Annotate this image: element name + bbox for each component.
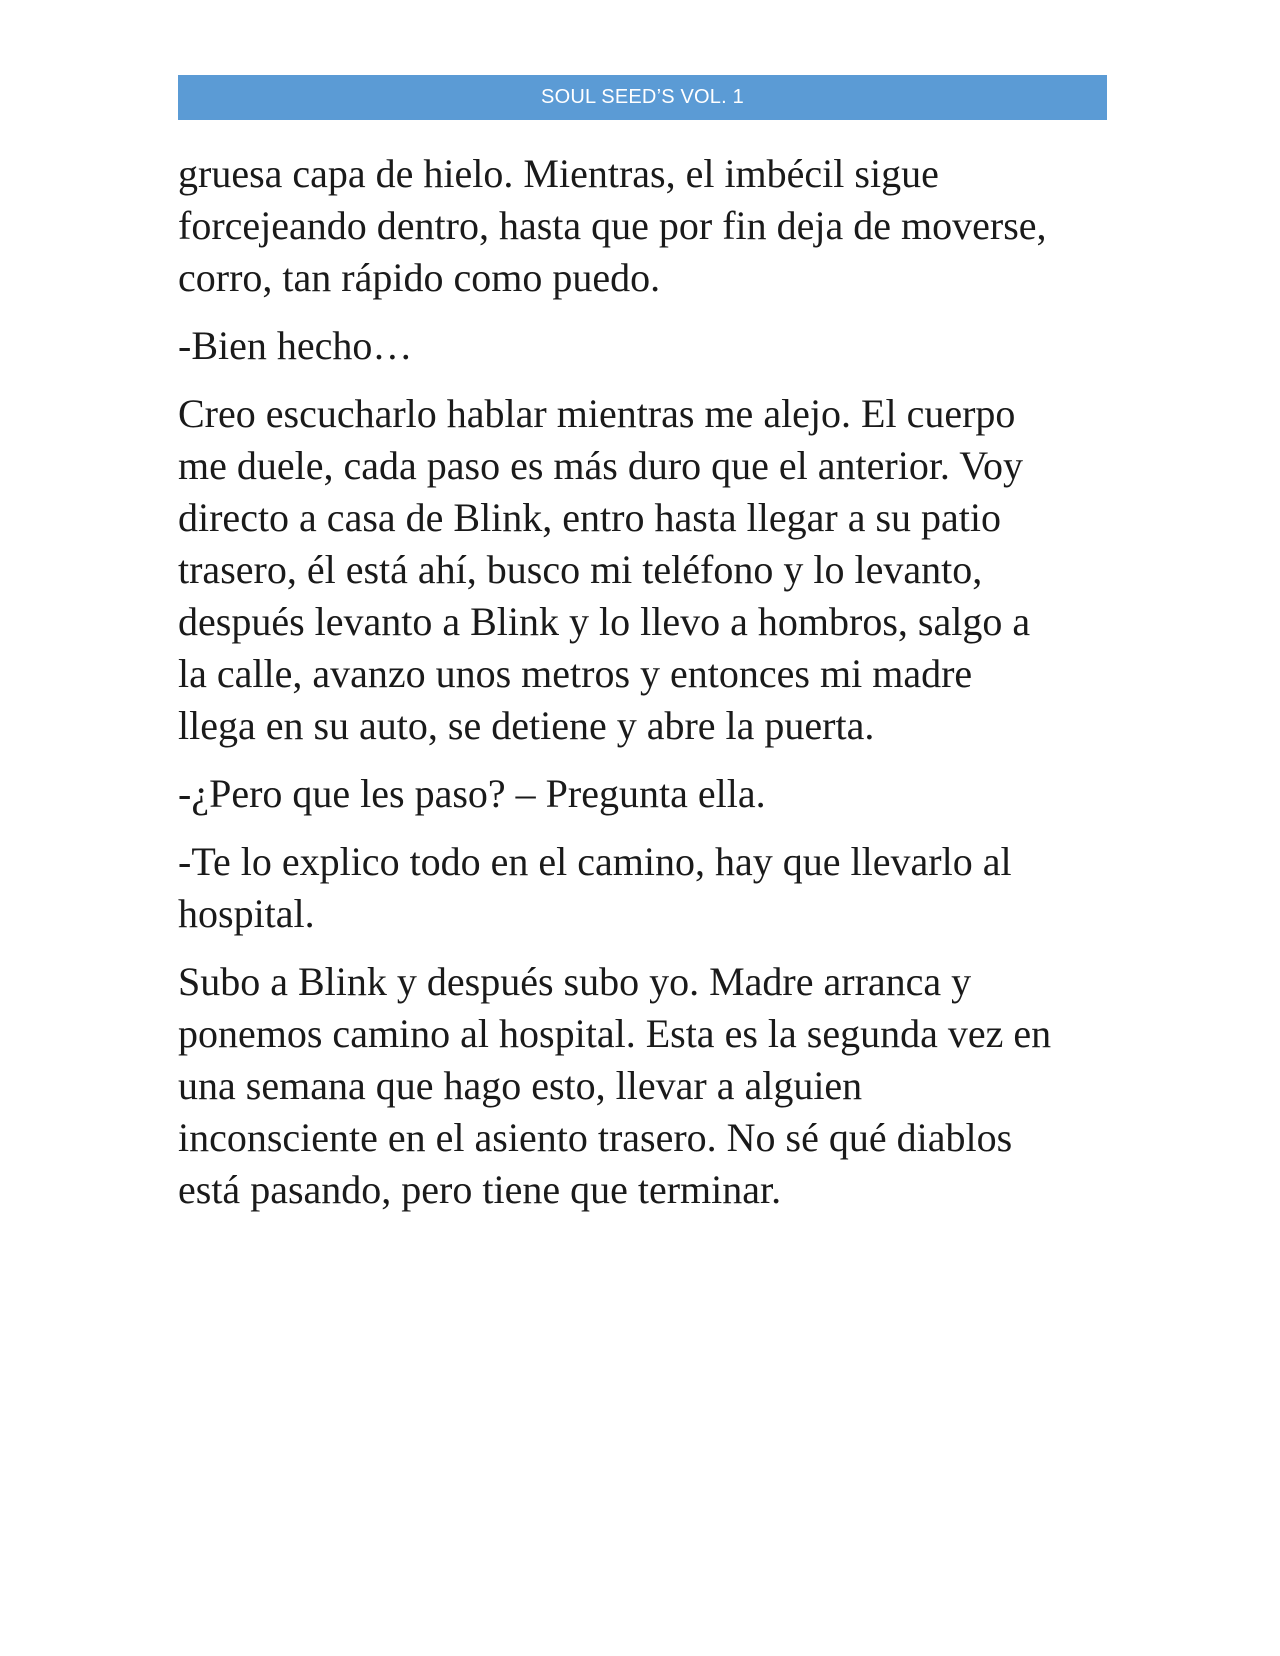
paragraph-2: -Bien hecho… [178,323,413,368]
paragraph-3: Creo escucharlo hablar mientras me alejo. El cuerpo me duele, cada paso es más duro que el anterior. Voy directo a casa de Blink, entro hasta llegar a su patio trasero, él está ahí, busco mi teléfono y lo levanto, después levanto a Blink y lo llevo a hombros, salgo a la calle, avanzo unos metros y entonces mi madre llega en su auto, se detiene y abre la puerta. [178,391,1031,748]
running-header-title: SOUL SEED’S VOL. 1 [541,86,744,108]
body-text [178,148,1118,1232]
paragraph-1: gruesa capa de hielo. Mientras, el imbécil sigue forcejeando dentro, hasta que por fin deja de moverse, corro, tan rápido como puedo. [178,151,1047,300]
running-header-bar [178,75,1107,120]
paragraph-5: -Te lo explico todo en el camino, hay que llevarlo al hospital. [178,839,1012,936]
paragraph-4: -¿Pero que les paso? – Pregunta ella. [178,771,766,816]
paragraph-6: Subo a Blink y después subo yo. Madre arranca y ponemos camino al hospital. Esta es la segunda vez en una semana que hago esto, llevar a alguien inconsciente en el asiento trasero. No sé qué diablos está pasando, pero tiene que terminar. [178,959,1052,1212]
